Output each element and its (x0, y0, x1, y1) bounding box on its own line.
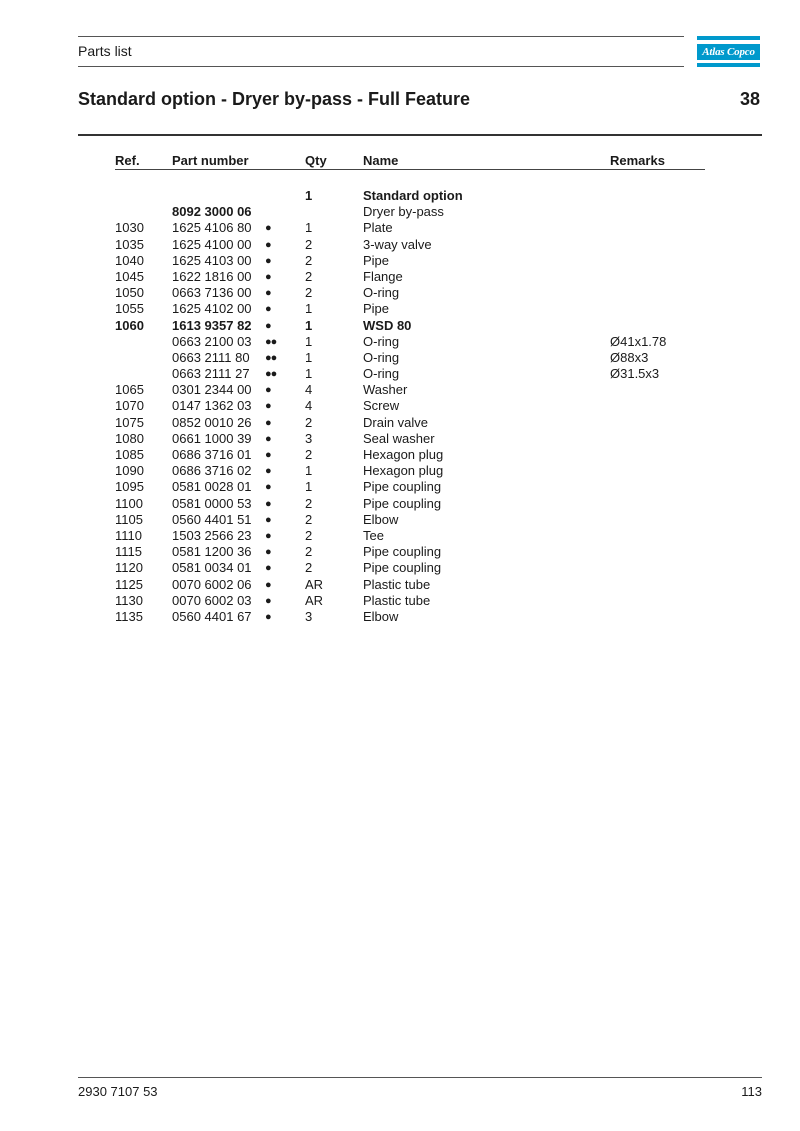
cell-level-dots: ●● (265, 335, 277, 348)
cell-level-dots: ● (265, 287, 271, 300)
table-row (0, 285, 800, 301)
cell-qty: 2 (305, 495, 313, 511)
cell-part-number: 1503 2566 23 (172, 527, 252, 543)
cell-part-number: 0663 2111 27 (172, 366, 250, 382)
cell-part-number: 0560 4401 51 (172, 511, 252, 527)
cell-ref: 1130 (115, 592, 143, 608)
cell-ref: 1040 (115, 252, 144, 268)
footer-rule (78, 1077, 762, 1078)
table-row (0, 253, 800, 269)
cell-level-dots: ● (265, 270, 271, 283)
cell-name: O-ring (363, 349, 400, 365)
cell-qty: 2 (305, 285, 313, 301)
cell-name: Plastic tube (363, 592, 431, 608)
cell-name: Flange (363, 268, 403, 284)
cell-level-dots: ● (265, 610, 271, 623)
cell-name: Pipe (363, 252, 390, 268)
cell-part-number: 0147 1362 03 (172, 398, 252, 414)
cell-name: Pipe (363, 301, 390, 317)
cell-part-number: 0070 6002 06 (172, 576, 252, 592)
cell-name: Drain valve (363, 414, 429, 430)
cell-level-dots: ●● (265, 351, 277, 364)
parts-table-body (0, 188, 800, 625)
cell-qty: 2 (305, 544, 313, 560)
table-row (0, 220, 800, 236)
header-top-rule (78, 36, 684, 37)
table-row (0, 447, 800, 463)
table-row (0, 496, 800, 512)
cell-name: Pipe coupling (363, 479, 442, 495)
cell-part-number: 0581 0028 01 (172, 479, 252, 495)
cell-qty: 1 (305, 479, 313, 495)
cell-ref: 1095 (115, 479, 144, 495)
cell-qty: 1 (305, 188, 313, 203)
cell-name: Washer (363, 382, 408, 398)
cell-level-dots: ● (265, 594, 271, 607)
table-row (0, 350, 800, 366)
cell-ref: 1105 (115, 511, 143, 527)
cell-part-number: 0663 7136 00 (172, 285, 252, 301)
cell-level-dots: ● (265, 497, 271, 510)
cell-qty: 1 (305, 220, 313, 236)
column-header-ref: Ref. (115, 153, 140, 168)
cell-name: O-ring (363, 333, 400, 349)
table-row (0, 512, 800, 528)
cell-level-dots: ● (265, 222, 271, 235)
table-row (0, 204, 800, 220)
cell-name: Pipe coupling (363, 495, 442, 511)
cell-level-dots: ● (265, 578, 271, 591)
cell-part-number: 0070 6002 03 (172, 592, 252, 608)
cell-ref: 1120 (115, 560, 143, 576)
cell-name: Plate (363, 220, 393, 236)
header-bottom-rule (78, 66, 684, 67)
cell-part-number: 0301 2344 00 (172, 382, 252, 398)
cell-name: O-ring (363, 285, 400, 301)
table-row (0, 415, 800, 431)
cell-ref: 1060 (115, 317, 144, 333)
column-header-part-number: Part number (172, 153, 249, 168)
cell-qty: 4 (305, 382, 313, 398)
cell-name: O-ring (363, 366, 400, 382)
cell-level-dots: ● (265, 238, 271, 251)
cell-qty: 1 (305, 349, 313, 365)
cell-name: Pipe coupling (363, 560, 442, 576)
cell-qty: 2 (305, 252, 313, 268)
cell-qty: 3 (305, 608, 313, 624)
table-row (0, 463, 800, 479)
cell-name: Plastic tube (363, 576, 431, 592)
cell-part-number: 1622 1816 00 (172, 268, 252, 284)
cell-part-number: 1625 4102 00 (172, 301, 252, 317)
cell-qty: 4 (305, 398, 313, 414)
cell-level-dots: ● (265, 254, 271, 267)
cell-name: 3-way valve (363, 236, 432, 252)
cell-level-dots: ● (265, 400, 271, 413)
logo-bar-bottom (697, 63, 760, 67)
table-row (0, 334, 800, 350)
cell-level-dots: ● (265, 384, 271, 397)
section-number: 38 (739, 89, 760, 109)
cell-qty: 2 (305, 527, 313, 543)
table-row (0, 382, 800, 398)
table-row (0, 398, 800, 414)
cell-qty: 1 (305, 317, 313, 333)
cell-qty: 1 (305, 301, 313, 317)
cell-qty: 1 (305, 333, 313, 349)
cell-part-number: 0560 4401 67 (172, 608, 252, 624)
cell-ref: 1050 (115, 285, 144, 301)
cell-level-dots: ● (265, 416, 271, 429)
cell-name: Elbow (363, 608, 399, 624)
atlas-copco-logo (697, 36, 760, 67)
cell-part-number: 0852 0010 26 (172, 414, 252, 430)
cell-ref: 1100 (115, 495, 143, 511)
cell-ref: 1135 (115, 608, 143, 624)
cell-part-number: 0581 1200 36 (172, 544, 252, 560)
table-row (0, 301, 800, 317)
cell-level-dots: ● (265, 546, 271, 559)
table-row (0, 609, 800, 625)
cell-level-dots: ● (265, 562, 271, 575)
title-rule (78, 134, 762, 136)
cell-remarks: Ø88x3 (610, 349, 649, 365)
document-number: 2930 7107 53 (78, 1084, 158, 1099)
cell-ref: 1070 (115, 398, 144, 414)
cell-ref: 1125 (115, 576, 143, 592)
logo-text: Atlas Copco (697, 44, 760, 60)
table-row (0, 593, 800, 609)
cell-part-number: 0663 2100 03 (172, 333, 252, 349)
cell-qty: 3 (305, 430, 313, 446)
cell-name: Standard option (363, 188, 463, 203)
table-row (0, 188, 800, 204)
page-title: Standard option - Dryer by-pass - Full Feature (78, 89, 471, 109)
cell-ref: 1090 (115, 463, 144, 479)
table-row (0, 560, 800, 576)
cell-ref: 1115 (115, 544, 142, 560)
header-label: Parts list (78, 43, 132, 59)
cell-part-number: 0581 0034 01 (172, 560, 252, 576)
cell-level-dots: ● (265, 529, 271, 542)
cell-level-dots: ● (265, 513, 271, 526)
cell-level-dots: ● (265, 432, 271, 445)
cell-level-dots: ● (265, 449, 271, 461)
cell-remarks: Ø41x1.78 (610, 333, 667, 349)
table-row (0, 544, 800, 560)
table-row (0, 318, 800, 334)
cell-ref: 1075 (115, 414, 144, 430)
table-row (0, 528, 800, 544)
table-row (0, 479, 800, 495)
cell-ref: 1035 (115, 236, 144, 252)
logo-bar-top (697, 36, 760, 40)
cell-ref: 1055 (115, 301, 144, 317)
column-header-remarks: Remarks (610, 153, 665, 168)
cell-part-number: 1625 4103 00 (172, 252, 252, 268)
cell-level-dots: ● (265, 481, 271, 494)
cell-ref: 1045 (115, 268, 144, 284)
cell-level-dots: ●● (265, 368, 277, 381)
cell-name: Screw (363, 398, 400, 414)
cell-ref: 1085 (115, 447, 144, 462)
cell-qty: AR (305, 592, 324, 608)
cell-qty: 2 (305, 236, 313, 252)
cell-part-number: 0686 3716 01 (172, 447, 252, 462)
table-row (0, 269, 800, 285)
cell-part-number: 0686 3716 02 (172, 463, 252, 479)
cell-name: Hexagon plug (363, 447, 444, 462)
cell-name: Pipe coupling (363, 544, 442, 560)
cell-part-number: 0661 1000 39 (172, 430, 252, 446)
cell-name: WSD 80 (363, 317, 412, 333)
cell-qty: 1 (305, 366, 313, 382)
table-row (0, 237, 800, 253)
cell-ref: 1080 (115, 430, 144, 446)
cell-ref: 1110 (115, 527, 142, 543)
cell-qty: 2 (305, 560, 313, 576)
cell-qty: 2 (305, 414, 313, 430)
column-header-qty: Qty (305, 153, 327, 168)
cell-qty: 2 (305, 447, 313, 462)
cell-ref: 1065 (115, 382, 144, 398)
cell-qty: 1 (305, 463, 313, 479)
cell-part-number: 1613 9357 82 (172, 317, 252, 333)
table-row (0, 431, 800, 447)
cell-ref: 1030 (115, 220, 144, 236)
cell-level-dots: ● (265, 319, 271, 332)
cell-part-number: 0581 0000 53 (172, 495, 252, 511)
cell-qty: 2 (305, 511, 313, 527)
cell-remarks: Ø31.5x3 (610, 366, 660, 382)
page-number: 113 (741, 1084, 762, 1099)
cell-part-number: 1625 4106 80 (172, 220, 252, 236)
cell-level-dots: ● (265, 465, 271, 478)
cell-part-number: 0663 2111 80 (172, 349, 250, 365)
column-header-name: Name (363, 153, 399, 168)
table-header-rule (115, 169, 705, 170)
table-row (0, 577, 800, 593)
cell-name: Seal washer (363, 430, 435, 446)
cell-name: Tee (363, 527, 384, 543)
cell-qty: 2 (305, 268, 313, 284)
table-row (0, 366, 800, 382)
cell-name: Dryer by-pass (363, 204, 444, 220)
cell-qty: AR (305, 576, 324, 592)
cell-name: Elbow (363, 511, 399, 527)
cell-part-number: 1625 4100 00 (172, 236, 252, 252)
cell-part-number: 8092 3000 06 (172, 204, 252, 220)
cell-level-dots: ● (265, 303, 271, 316)
cell-name: Hexagon plug (363, 463, 444, 479)
